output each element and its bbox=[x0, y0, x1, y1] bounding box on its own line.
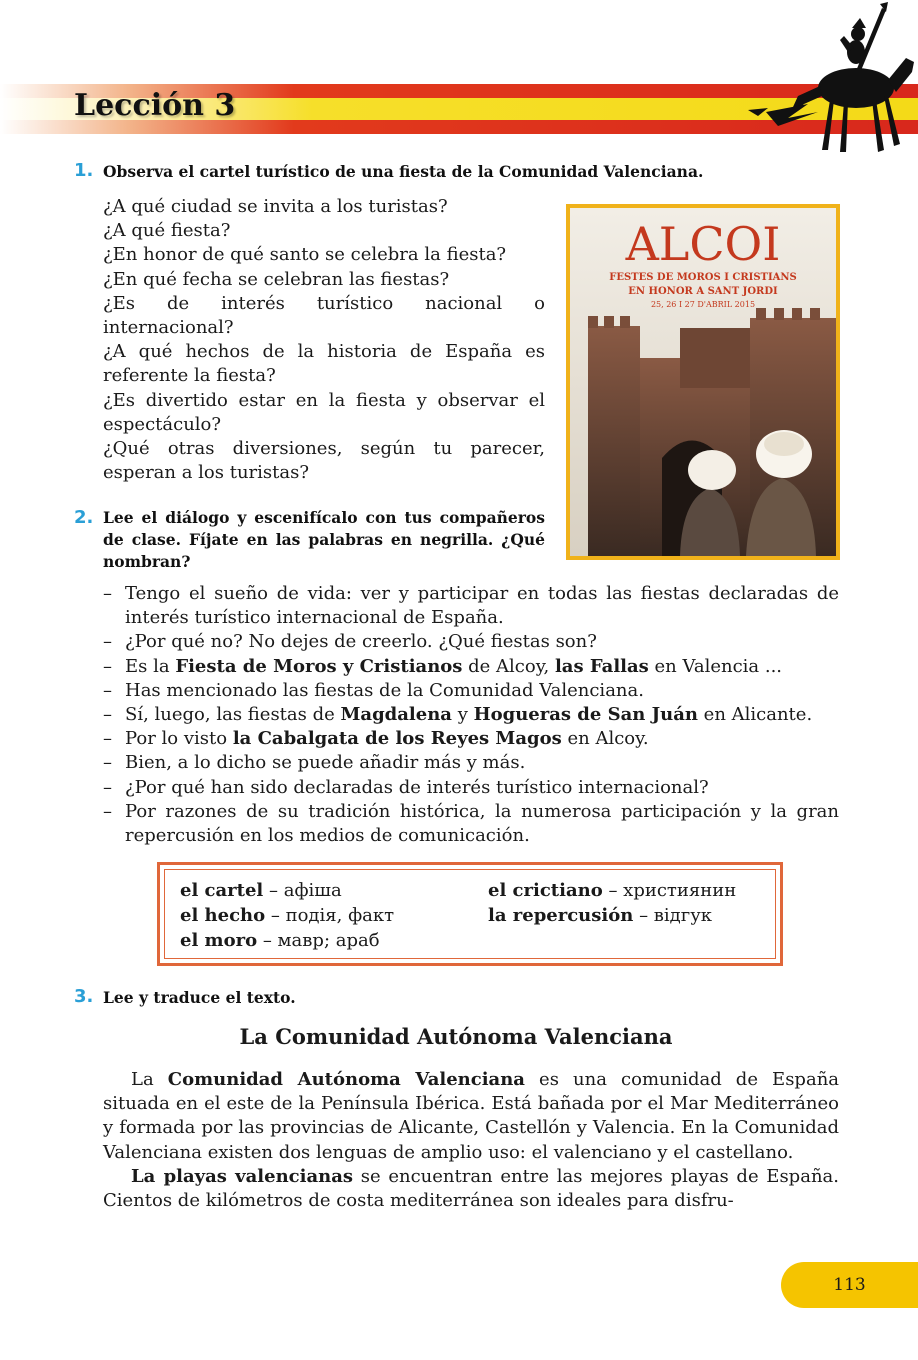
exercise-1-instruction: Observa el cartel turístico de una fiesta de la Comunidad Valenciana. bbox=[103, 162, 704, 181]
question-item: ¿En honor de qué santo se celebra la fiesta? bbox=[103, 244, 507, 266]
question-item: ¿Es divertido estar en la fiesta y observar el espectáculo? bbox=[103, 389, 545, 435]
exercise-2-instruction: Lee el diálogo y escenifícalo con tus compañeros de clase. Fíjate en las palabras en negrilla. ¿Qué nombran? bbox=[103, 508, 545, 571]
poster-title: ALCOI bbox=[625, 217, 781, 271]
bold-term: Magdalena bbox=[340, 704, 452, 726]
question-item: ¿A qué hechos de la historia de España es referente la fiesta? bbox=[103, 341, 545, 387]
exercise-2-number: 2. bbox=[74, 507, 94, 528]
dash-mark: – bbox=[103, 800, 112, 822]
bold-term: Comunidad Autónoma Valenciana bbox=[167, 1069, 525, 1090]
page-number: 113 bbox=[833, 1275, 866, 1295]
dialog-line: – Has mencionado las fiestas de la Comunidad Valenciana. bbox=[103, 679, 839, 703]
vocab-entry: el cartel – афіша bbox=[180, 880, 342, 901]
vocab-entry: el moro – мавр; араб bbox=[180, 930, 380, 951]
paragraph: La Comunidad Autónoma Valenciana es una comunidad de España situada en el este de la Península Ibérica. Está bañada por el Mar Mediterráneo y formada por las provincias de Alicante, Castellón y Valencia. En la Comunidad Valenciana existen dos lenguas de amplio uso: el valenciano y el castellano. bbox=[103, 1069, 840, 1163]
exercise-1-number: 1. bbox=[74, 160, 94, 181]
reading-title: La Comunidad Autónoma Valenciana bbox=[239, 1024, 673, 1049]
vocab-entry: la repercusión – відгук bbox=[488, 905, 713, 926]
bold-term: Fiesta de Moros y Cristianos bbox=[175, 655, 463, 677]
poster-line-2: EN HONOR A SANT JORDI bbox=[628, 286, 778, 297]
bold-term: la Cabalgata de los Reyes Magos bbox=[232, 728, 562, 750]
dash-mark: – bbox=[103, 704, 112, 726]
dialog-line: – Por razones de su tradición histórica, la numerosa participación y la gran repercusión en los medios de comunicación. bbox=[103, 800, 839, 847]
dash-mark: – bbox=[103, 679, 112, 701]
dialog-list bbox=[103, 582, 839, 848]
dialog-line: – Tengo el sueño de vida: ver y participar en todas las fiestas declaradas de interés turístico internacional de España. bbox=[103, 583, 839, 629]
vocabulary-box bbox=[157, 862, 783, 966]
lesson-title: Lección 3 bbox=[74, 88, 236, 123]
poster-line-1: FESTES DE MOROS I CRISTIANS bbox=[609, 272, 797, 283]
reading-text bbox=[103, 1068, 839, 1213]
bold-term: las Fallas bbox=[554, 655, 649, 677]
exercise-1-questions bbox=[103, 195, 545, 485]
dialog-line: – ¿Por qué no? No dejes de creerlo. ¿Qué fiestas son? bbox=[103, 630, 839, 654]
bold-term: La playas valencianas bbox=[131, 1165, 354, 1187]
poster-illustration bbox=[570, 208, 836, 556]
dialog-line: – Sí, luego, las fiestas de Magdalena y Hogueras de San Juán en Alicante. bbox=[103, 703, 839, 727]
don-quixote-silhouette-icon bbox=[748, 0, 918, 160]
dash-mark: – bbox=[103, 752, 112, 774]
dialog-line: – Es la Fiesta de Moros y Cristianos de Alcoy, las Fallas en Valencia ... bbox=[103, 655, 839, 679]
dash-mark: – bbox=[103, 655, 112, 677]
question-item: ¿A qué ciudad se invita a los turistas? bbox=[103, 196, 448, 217]
dialog-line: – ¿Por qué han sido declaradas de interés turístico internacional? bbox=[103, 776, 839, 800]
vocab-entry: el hecho – подія, факт bbox=[180, 905, 395, 926]
question-item: ¿A qué fiesta? bbox=[103, 220, 231, 242]
vocab-entry: el crictiano – християнин bbox=[488, 880, 737, 901]
exercise-3-number: 3. bbox=[74, 986, 94, 1007]
dialog-line: – Bien, a lo dicho se puede añadir más y más. bbox=[103, 751, 839, 775]
exercise-3-instruction: Lee y traduce el texto. bbox=[103, 988, 296, 1007]
question-item: ¿En qué fecha se celebran las fiestas? bbox=[103, 268, 450, 290]
question-item: ¿Es de interés turístico nacional o internacional? bbox=[103, 292, 545, 339]
alcoi-festival-poster bbox=[566, 204, 840, 560]
page-number-tab bbox=[781, 1262, 918, 1308]
dash-mark: – bbox=[103, 631, 112, 653]
paragraph: La playas valencianas se encuentran entre las mejores playas de España. Cientos de kilómetros de costa mediterránea son ideales para disfru- bbox=[103, 1165, 839, 1212]
dash-mark: – bbox=[103, 583, 112, 604]
dash-mark: – bbox=[103, 776, 112, 798]
dash-mark: – bbox=[103, 728, 112, 750]
dialog-line: – Por lo visto la Cabalgata de los Reyes Magos en Alcoy. bbox=[103, 727, 839, 751]
question-item: ¿Qué otras diversiones, según tu parecer, esperan a los turistas? bbox=[103, 438, 545, 484]
poster-dates: 25, 26 I 27 D'ABRIL 2015 bbox=[650, 300, 756, 309]
bold-term: Hogueras de San Juán bbox=[473, 704, 698, 726]
